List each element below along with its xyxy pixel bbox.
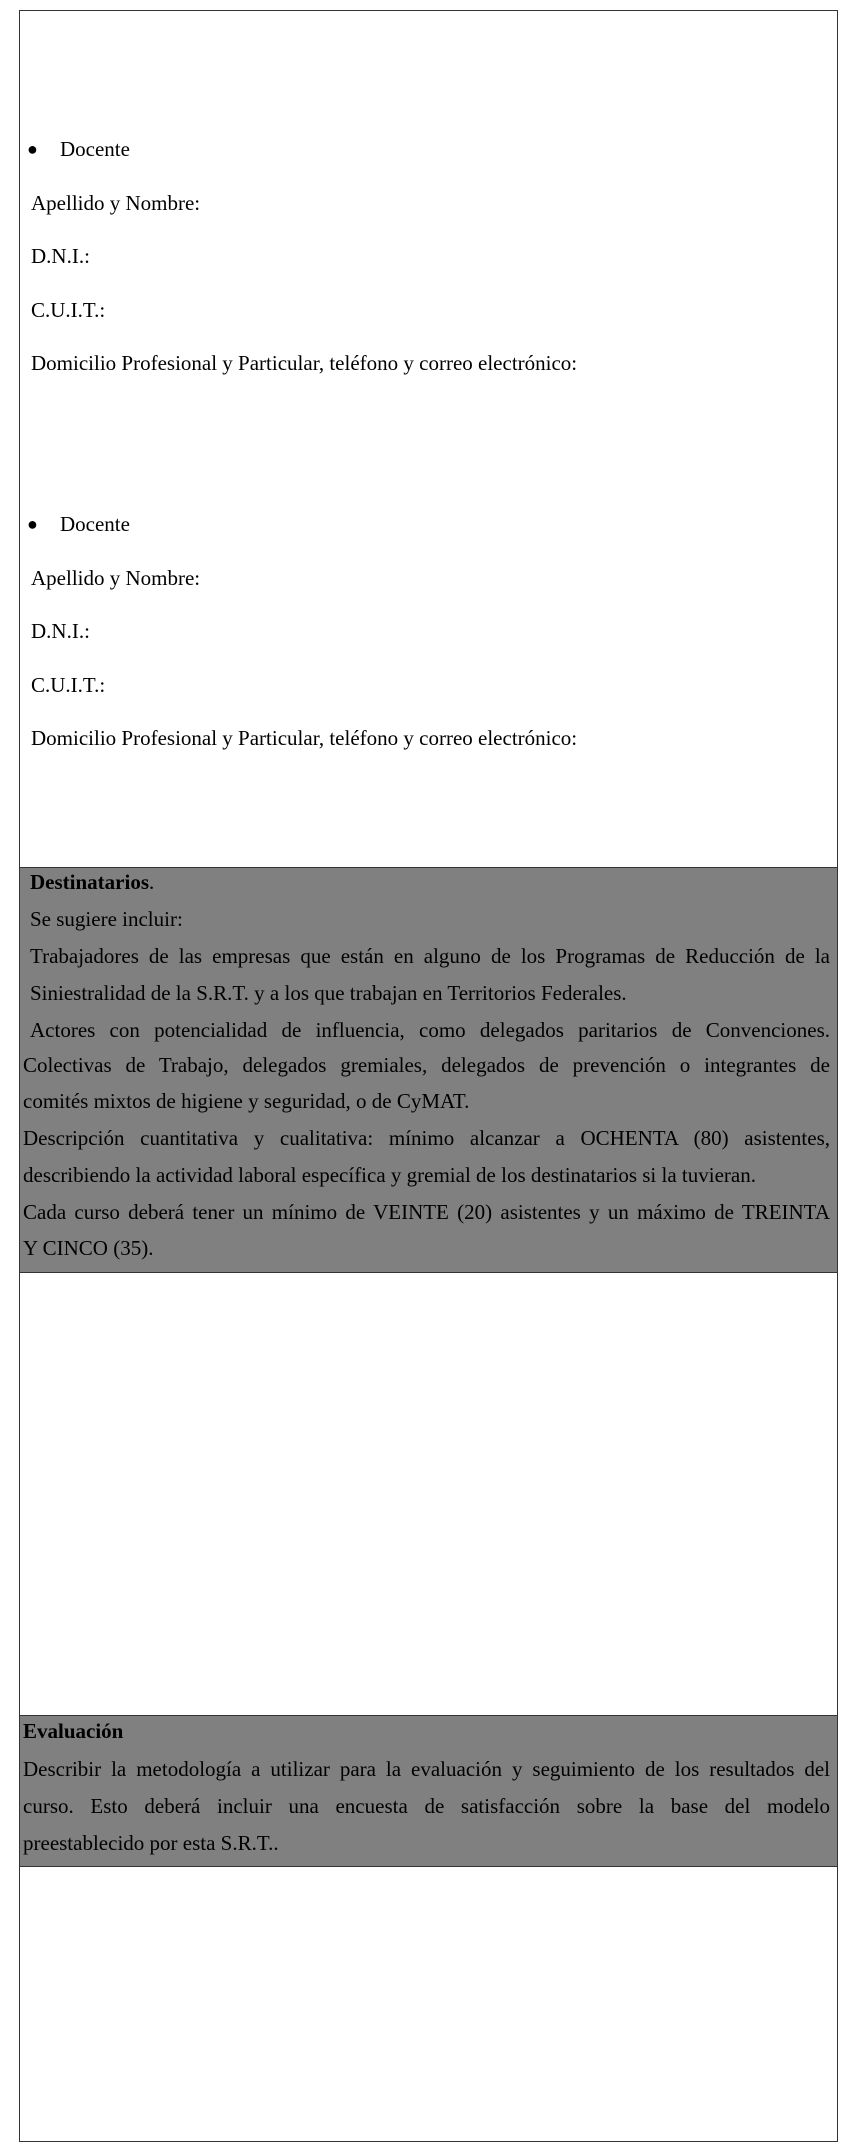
destinatarios-intro: Se sugiere incluir: [30, 907, 183, 931]
destinatarios-paragraph-line: Cada curso deberá tener un mínimo de VEINTE (20) asistentes y un máximo de TREINTA [23, 1200, 830, 1224]
docente-heading: Docente [60, 137, 130, 161]
evaluacion-paragraph-line: preestablecido por esta S.R.T.. [23, 1831, 279, 1855]
destinatarios-paragraph-line: Trabajadores de las empresas que están en alguno de los Programas de Reducción de la [30, 944, 830, 968]
evaluacion-title: Evaluación [23, 1719, 124, 1743]
dni-label: D.N.I.: [31, 619, 90, 643]
evaluacion-section [20, 1715, 837, 1867]
destinatarios-paragraph-line: Actores con potencialidad de influencia, como delegados paritarios de Convenciones. [30, 1018, 830, 1042]
destinatarios-paragraph-line: Colectivas de Trabajo, delegados gremiales, delegados de prevención o integrantes de [23, 1053, 830, 1077]
destinatarios-paragraph-line: describiendo la actividad laboral específica y gremial de los destinatarios si la tuvieran. [23, 1163, 756, 1187]
apellido-nombre-label: Apellido y Nombre: [31, 566, 201, 590]
cuit-label: C.U.I.T.: [31, 673, 106, 697]
evaluacion-paragraph-line: curso. Esto deberá incluir una encuesta de satisfacción sobre la base del modelo [23, 1794, 830, 1818]
dni-label: D.N.I.: [31, 244, 90, 268]
destinatarios-title: Destinatarios. [30, 870, 155, 894]
bullet-icon: ● [27, 514, 38, 534]
domicilio-label: Domicilio Profesional y Particular, teléfono y correo electrónico: [31, 726, 578, 750]
destinatarios-paragraph-line: Descripción cuantitativa y cualitativa: mínimo alcanzar a OCHENTA (80) asistentes, [23, 1126, 830, 1150]
destinatarios-paragraph-line: Siniestralidad de la S.R.T. y a los que trabajan en Territorios Federales. [30, 981, 627, 1005]
docente-heading: Docente [60, 512, 130, 536]
apellido-nombre-label: Apellido y Nombre: [31, 191, 201, 215]
domicilio-label: Domicilio Profesional y Particular, teléfono y correo electrónico: [31, 351, 578, 375]
cuit-label: C.U.I.T.: [31, 298, 106, 322]
destinatarios-section [20, 867, 837, 1273]
destinatarios-paragraph-line: Y CINCO (35). [23, 1236, 154, 1260]
form-page [19, 10, 838, 2142]
destinatarios-paragraph-line: comités mixtos de higiene y seguridad, o de CyMAT. [23, 1089, 470, 1113]
bullet-icon: ● [27, 139, 38, 159]
evaluacion-paragraph-line: Describir la metodología a utilizar para la evaluación y seguimiento de los resultados del [23, 1757, 830, 1781]
